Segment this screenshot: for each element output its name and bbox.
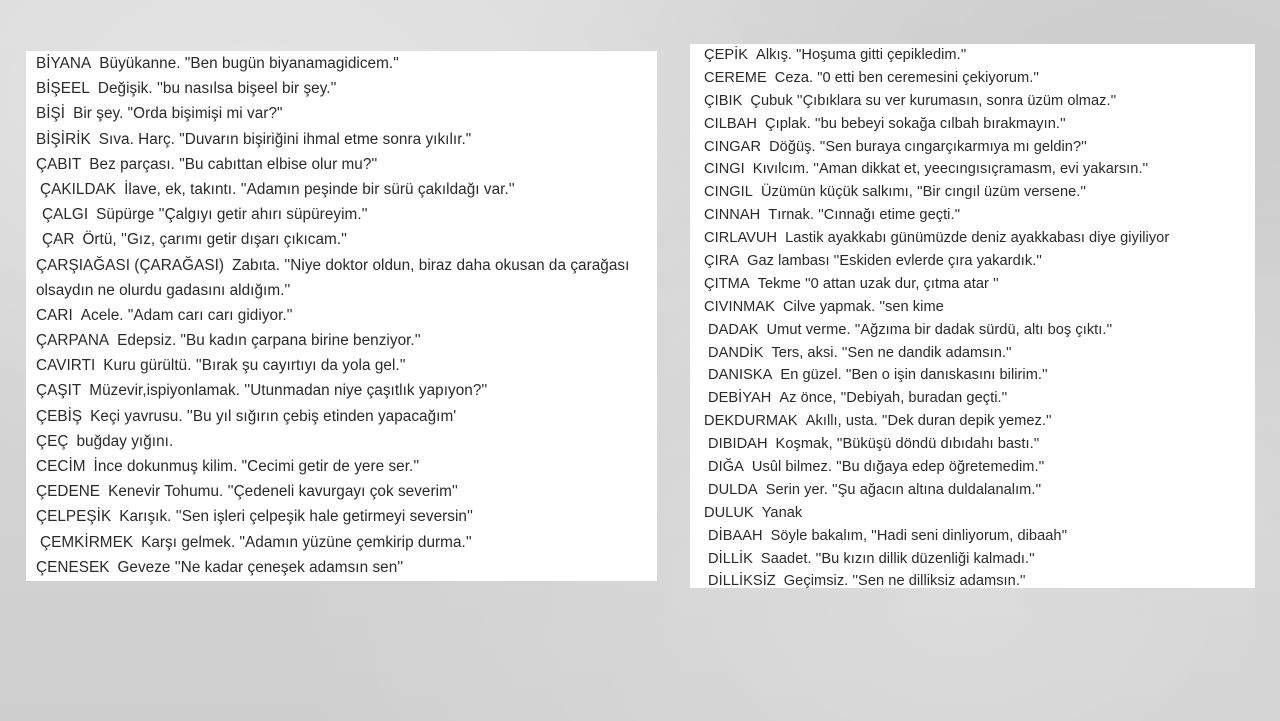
dictionary-entry [704, 548, 1255, 571]
entry-term: ÇEBİŞ [36, 407, 83, 425]
entry-term: CAVIRTI [36, 357, 96, 375]
entry-definition: Usûl bilmez. ''Bu dığaya edep öğretemedim.'' [751, 459, 1045, 476]
entry-term: DİBAAH [708, 527, 763, 544]
entry-definition: Karşı gelmek. "Adamın yüzüne çemkirip durma.'' [141, 533, 472, 551]
dictionary-entry [36, 227, 657, 252]
entry-definition: Serin yer. ''Şu ağacın altına duldalanalım.'' [765, 481, 1042, 498]
entry-term: BİŞEEL [36, 80, 90, 98]
entry-definition: Bir şey. "Orda bişimişi mi var?" [73, 105, 283, 123]
entry-term: BİŞİRİK [36, 130, 91, 148]
entry-definition: Değişik. ''bu nasılsa bişeel bir şey.'' [97, 80, 337, 98]
entry-definition: Geçimsiz. ''Sen ne dilliksiz adamsın.'' [783, 573, 1026, 588]
entry-definition: buğday yığını. [76, 432, 174, 450]
dictionary-entry [36, 353, 657, 378]
dictionary-entry [704, 296, 1255, 319]
entry-term: CINNAH [704, 207, 761, 224]
entry-definition: Büyükanne. "Ben bugün biyanamagidicem." [99, 55, 399, 72]
entry-term: DANISKA [708, 367, 773, 384]
entry-definition: Umut verme. ''Ağzıma bir dadak sürdü, altı boş çıktı.'' [766, 321, 1113, 338]
dictionary-entry [704, 319, 1255, 342]
entry-term: CINGI [704, 161, 745, 178]
dictionary-entry [36, 429, 657, 454]
entry-definition: Ceza. "0 etti ben ceremesini çekiyorum.'' [774, 69, 1039, 86]
dictionary-entry [704, 113, 1255, 136]
entry-term: DADAK [708, 321, 759, 338]
entry-definition: Karışık. ''Sen işleri çelpeşik hale getirmeyi seversin'' [119, 508, 473, 526]
entry-term: CILBAH [704, 115, 758, 132]
entry-term: ÇEDENE [36, 483, 101, 501]
entry-term: DEBİYAH [708, 390, 772, 407]
dictionary-entry [704, 479, 1255, 502]
entry-term: DIBIDAH [708, 436, 768, 453]
dictionary-entry [704, 136, 1255, 159]
entry-definition: Zabıta. ''Niye doktor oldun, biraz daha okusan da çarağası olsaydın ne olurdu gadasını aldığım.'' [36, 256, 630, 299]
dictionary-entry [36, 328, 657, 353]
entry-term: ÇAŞIT [36, 382, 82, 400]
entry-definition: Çıplak. ''bu bebeyi sokağa cılbah bırakmayın.'' [765, 115, 1066, 132]
entry-definition: Kıvılcım. ''Aman dikkat et, yeecıngısıçramasm, evi yakarsın.'' [752, 161, 1149, 178]
entry-term: DİLLİK [708, 550, 753, 567]
dictionary-entry [704, 90, 1255, 113]
entry-definition: Saadet. ''Bu kızın dillik düzenliği kalmadı.'' [760, 550, 1035, 567]
dictionary-entry [704, 342, 1255, 365]
entry-term: ÇEÇ [36, 432, 69, 450]
entry-definition: Cilve yapmak. ''sen kime [782, 298, 944, 315]
entry-term: DULUK [704, 504, 754, 521]
dictionary-entry [704, 502, 1255, 525]
entry-definition: Süpürge ''Çalgıyı getir ahırı süpüreyim.'' [96, 206, 368, 224]
entry-definition: Üzümün küçük salkımı, ''Bir cıngıl üzüm versene.'' [760, 184, 1087, 201]
dictionary-entry [704, 570, 1255, 588]
entry-term: ÇARPANA [36, 332, 110, 350]
entry-definition: Acele. "Adam carı carı gidiyor.'' [80, 306, 293, 324]
entry-definition: Geveze ''Ne kadar çeneşek adamsın sen'' [117, 558, 404, 576]
entry-term: BİYANA [36, 55, 92, 72]
left-dictionary-panel [26, 51, 657, 581]
entry-definition: Keçi yavrusu. ''Bu yıl sığırın çebiş etinden yapacağım' [90, 407, 457, 425]
dictionary-entry [36, 530, 657, 555]
entry-definition: Gaz lambası ''Eskiden evlerde çıra yakardık.'' [747, 253, 1042, 270]
entry-term: DIĞA [708, 459, 744, 476]
entry-term: DANDİK [708, 344, 764, 361]
dictionary-entry [704, 387, 1255, 410]
entry-term: DİLLİKSİZ [708, 573, 776, 588]
entry-definition: Lastik ayakkabı günümüzde deniz ayakkabası diye giyiliyor [785, 230, 1170, 247]
dictionary-entry [36, 76, 657, 101]
entry-term: CEREME [704, 69, 767, 86]
dictionary-entry [36, 253, 636, 303]
dictionary-entry [704, 410, 1255, 433]
entry-term: ÇITMA [704, 275, 750, 292]
dictionary-entry [36, 177, 657, 202]
dictionary-entry [36, 202, 657, 227]
entry-term: ÇABIT [36, 155, 82, 173]
entry-definition: Örtü, ''Gız, çarımı getir dışarı çıkıcam.'' [82, 231, 348, 249]
dictionary-entry [704, 181, 1255, 204]
dictionary-entry [704, 44, 1255, 67]
entry-definition: Bez parçası. "Bu cabıttan elbise olur mu?'' [89, 155, 378, 173]
dictionary-entry [704, 158, 1255, 181]
entry-definition: Alkış. "Hoşuma gitti çepikledim.'' [756, 47, 967, 63]
dictionary-entry [36, 303, 657, 328]
entry-definition: Tekme ''0 attan uzak dur, çıtma atar '' [757, 275, 999, 292]
entry-definition: İlave, ek, takıntı. ''Adamın peşinde bir sürü çakıldağı var.'' [124, 180, 515, 198]
entry-term: ÇEMKİRMEK [40, 533, 134, 551]
entry-term: ÇARŞIAĞASI (ÇARAĞASI) [36, 256, 225, 274]
dictionary-entry [704, 433, 1255, 456]
entry-definition: Çubuk ''Çıbıklara su ver kurumasın, sonra üzüm olmaz.'' [750, 92, 1117, 109]
entry-term: DEKDURMAK [704, 413, 798, 430]
entry-definition: Tırnak. ''Cınnağı etime geçti.'' [768, 207, 961, 224]
dictionary-entry [704, 204, 1255, 227]
entry-term: CINGAR [704, 138, 762, 155]
dictionary-entry [36, 152, 657, 177]
entry-term: ÇEPİK [704, 47, 749, 63]
entry-term: CECİM [36, 458, 86, 476]
dictionary-entry [36, 404, 657, 429]
entry-definition: İnce dokunmuş kilim. "Cecimi getir de yere ser.'' [93, 458, 420, 476]
entry-definition: Edepsiz. "Bu kadın çarpana birine benziyor.'' [117, 332, 421, 350]
entry-definition: Sıva. Harç. "Duvarın bişiriğini ihmal etme sonra yıkılır." [98, 130, 472, 148]
entry-term: DULDA [708, 481, 758, 498]
entry-definition: Yanak [761, 504, 803, 521]
entry-term: ÇELPEŞİK [36, 508, 112, 526]
entry-term: ÇIRA [704, 253, 740, 270]
entry-definition: Az önce, ''Debiyah, buradan geçti.'' [779, 390, 1008, 407]
entry-definition: Kenevir Tohumu. ''Çedeneli kavurgayı çok severim'' [108, 483, 458, 501]
dictionary-entry [36, 504, 657, 529]
entry-definition: Akıllı, usta. ''Dek duran depik yemez.'' [805, 413, 1052, 430]
dictionary-entry [704, 525, 1255, 548]
entry-term: ÇIBIK [704, 92, 743, 109]
dictionary-entry [36, 454, 657, 479]
entry-definition: Söyle bakalım, ''Hadi seni dinliyorum, dibaah'' [770, 527, 1068, 544]
entry-term: CINGIL [704, 184, 753, 201]
dictionary-entry [704, 364, 1255, 387]
dictionary-entry [36, 378, 657, 403]
entry-term: ÇALGI [42, 206, 89, 224]
dictionary-entry [36, 101, 657, 126]
entry-term: ÇENESEK [36, 558, 110, 576]
dictionary-entry [704, 250, 1255, 273]
entry-definition: Ters, aksi. ''Sen ne dandik adamsın.'' [771, 344, 1012, 361]
entry-definition: Döğüş. ''Sen buraya cıngarçıkarmıya mı geldin?'' [769, 138, 1087, 155]
dictionary-entry [704, 227, 1255, 250]
dictionary-entry [36, 479, 657, 504]
dictionary-entry [704, 456, 1255, 479]
right-dictionary-panel [690, 44, 1255, 588]
entry-term: CIRLAVUH [704, 230, 778, 247]
dictionary-entry [704, 67, 1255, 90]
entry-definition: Kuru gürültü. ''Bırak şu cayırtıyı da yola gel.'' [103, 357, 406, 375]
dictionary-entry [36, 51, 657, 76]
entry-definition: Müzevir,ispiyonlamak. ''Utunmadan niye çaşıtlık yapıyon?'' [89, 382, 488, 400]
entry-term: CIVINMAK [704, 298, 775, 315]
entry-term: CARI [36, 306, 73, 324]
dictionary-entry [36, 127, 657, 152]
dictionary-entry [704, 273, 1255, 296]
entry-definition: Koşmak, ''Büküşü döndü dıbıdahı bastı.'' [775, 436, 1040, 453]
dictionary-entry [36, 555, 657, 580]
entry-term: ÇAR [42, 231, 75, 249]
entry-term: ÇAKILDAK [40, 180, 117, 198]
entry-term: BİŞİ [36, 105, 66, 123]
entry-definition: En güzel. ''Ben o işin danıskasını bilirim.'' [780, 367, 1048, 384]
